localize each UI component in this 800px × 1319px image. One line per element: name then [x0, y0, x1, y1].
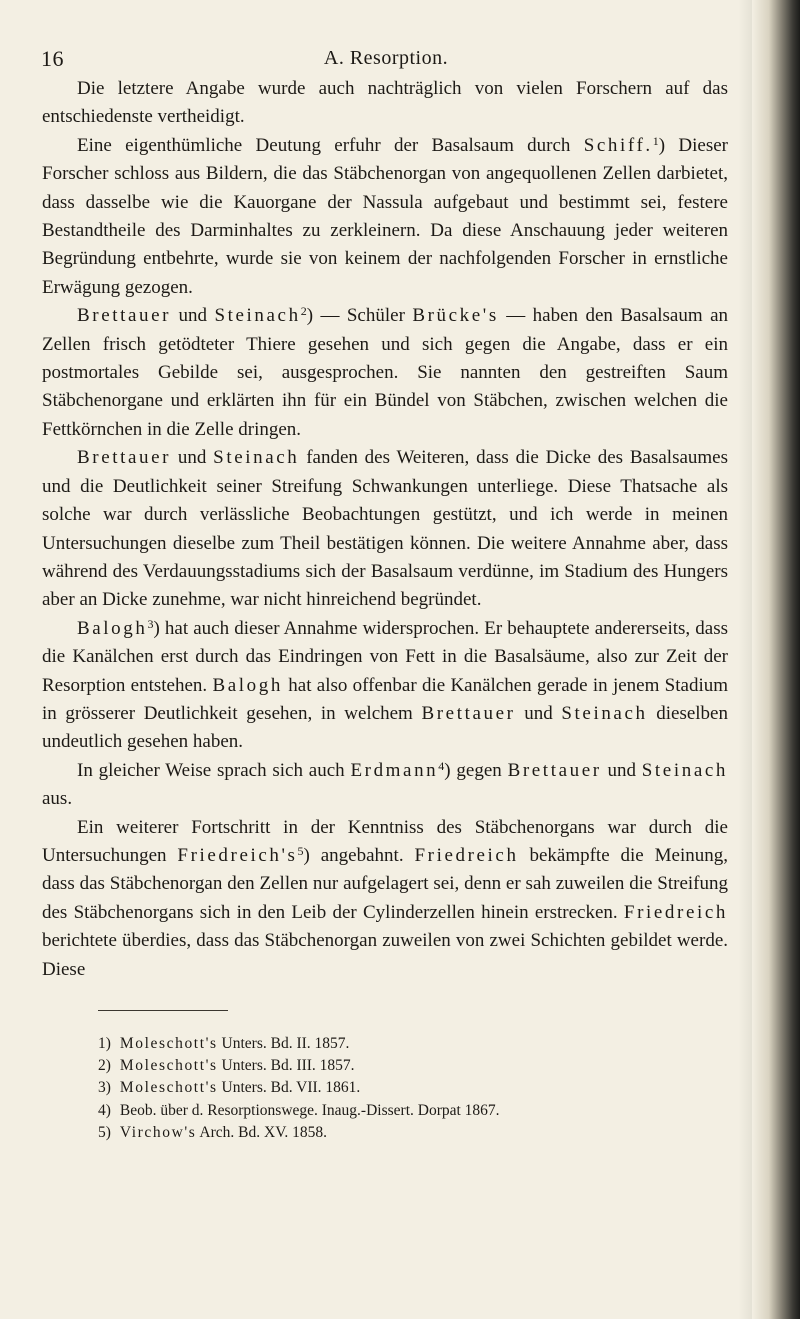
- author-name: Steinach: [561, 702, 648, 724]
- footnote-item: [98, 1122, 738, 1144]
- author-name: Steinach: [641, 759, 728, 781]
- author-name: Steinach: [214, 305, 301, 327]
- text-run: aus.: [42, 788, 73, 810]
- text-run: hat also offenbar die Kanälchen gerade in jenem Stadium in grösserer Deutlichkeit gesehen, in welchem: [42, 674, 728, 724]
- footnote-text: Unters. Bd. III. 1857.: [217, 1057, 355, 1075]
- author-name: Friedreich's: [177, 844, 298, 866]
- footnote-number: 3): [98, 1079, 111, 1097]
- paragraph-p3: [42, 302, 728, 444]
- author-name: Erdmann: [350, 759, 439, 781]
- paragraph-p6: [42, 757, 728, 814]
- text-run: dieselben undeutlich gesehen haben.: [42, 702, 728, 753]
- text-run: ) hat auch dieser Annahme widersprochen. Er behauptete andererseits, dass die Kanälchen erst durch das Eindringen von Fett in die Basalsäume, also zur Zeit der Resorption entstehen.: [42, 617, 728, 696]
- footnote-number: 1): [98, 1035, 111, 1052]
- paragraph-p7: [42, 814, 728, 984]
- author-name: Schiff.: [583, 134, 653, 156]
- author-name: Brettauer: [507, 759, 602, 781]
- author-name: Brettauer: [421, 702, 516, 724]
- page-edge-shadow: [738, 0, 752, 1319]
- footnote-ref: 2: [300, 304, 307, 319]
- text-run: Die letztere Angabe wurde auch nachträglich von vielen Forschern auf das entschiedenste vertheidigt.: [42, 78, 728, 128]
- text-run: — haben den Basalsaum an Zellen frisch getödteter Thiere gesehen und sich gegen die Angabe, dass er ein postmortales Gebilde sei, ausgesprochen. Sie nannten den gestreiften Saum Stäbchenorgane und erklärten ihn für ein Bündel von Stäbchen, zwischen welchen die Fettkörnchen in die Zelle dringen.: [42, 305, 729, 440]
- footnotes: [98, 1033, 738, 1144]
- author-name: Brücke's: [412, 305, 499, 327]
- page-number: 16: [41, 46, 64, 71]
- footnote-rule: [98, 1010, 228, 1011]
- author-name: Balogh: [212, 674, 283, 696]
- paragraph-p5: [42, 615, 728, 757]
- footnote-text: Unters. Bd. VII. 1861.: [217, 1079, 361, 1097]
- text-run: bekämpfte die Meinung, dass das Stäbchenorgan den Zellen nur aufgelagert sei, denn er sah zuweilen die Streifung des Stäbchenorgans sich in den Leib der Cylinderzellen hinein erstrecken.: [42, 844, 728, 923]
- footnote-item: [98, 1077, 738, 1099]
- footnote-text: Beob. über d. Resorptionswege. Inaug.-Dissert. Dorpat 1867.: [119, 1101, 500, 1119]
- footnote-item: [98, 1100, 738, 1122]
- paragraph-p4: [42, 444, 728, 614]
- author-name: Friedreich: [414, 844, 519, 866]
- text-run: und: [515, 702, 562, 724]
- footnote-item: [98, 1033, 738, 1055]
- footnote-author: Virchow's: [119, 1123, 197, 1141]
- footnote-item: [98, 1055, 738, 1077]
- author-name: Steinach: [213, 447, 300, 469]
- author-name: Brettauer: [77, 305, 172, 327]
- book-binding-edge: [752, 0, 800, 1319]
- text-run: und: [601, 759, 642, 781]
- footnote-ref: 3: [147, 616, 154, 631]
- footnote-ref: 5: [297, 843, 304, 858]
- paragraph-p2: [42, 132, 728, 302]
- footnote-ref: 1: [652, 133, 659, 148]
- footnote-author: Moleschott's: [119, 1057, 218, 1075]
- footnote-number: 4): [98, 1101, 111, 1119]
- text-run: fanden des Weiteren, dass die Dicke des Basalsaumes und die Deutlichkeit seiner Streifung Schwankungen unterliege. Diese Thatsache als solche war durch verlässliche Beobachtungen gestützt, und ich werde in meinen Untersuchungen dieselbe zum Theil bestätigen können. Die weitere Annahme aber, dass während des Verdauungsstadiums sich der Basalsaum verdünne, im Stadium des Hungers aber an Dicke zunehme, war nicht hinreichend begründet.: [42, 447, 729, 611]
- footnote-ref: 4: [438, 758, 445, 773]
- body-text: [42, 75, 728, 984]
- text-run: In gleicher Weise sprach sich auch: [77, 759, 351, 781]
- author-name: Balogh: [77, 617, 148, 639]
- footnote-author: Moleschott's: [119, 1035, 218, 1052]
- text-run: ) angebahnt.: [303, 844, 415, 866]
- text-run: ) gegen: [444, 759, 508, 781]
- footnote-number: 2): [98, 1057, 111, 1075]
- footnote-text: Unters. Bd. II. 1857.: [217, 1035, 350, 1052]
- footnote-text: Arch. Bd. XV. 1858.: [196, 1123, 328, 1141]
- text-run: Eine eigenthümliche Deutung erfuhr der Basalsaum durch: [77, 134, 584, 156]
- text-run: und: [171, 447, 214, 469]
- paragraph-p1: [42, 75, 728, 132]
- author-name: Brettauer: [77, 447, 172, 469]
- text-run: berichtete überdies, dass das Stäbchenorgan zuweilen von zwei Schichten gebildet werde. Diese: [42, 930, 728, 980]
- author-name: Friedreich: [623, 901, 728, 923]
- footnote-number: 5): [98, 1123, 111, 1141]
- running-head: A. Resorption.: [323, 47, 449, 69]
- text-run: und: [171, 305, 215, 327]
- text-run: ) — Schüler: [306, 305, 413, 327]
- footnote-author: Moleschott's: [119, 1079, 218, 1097]
- text-run: ) Dieser Forscher schloss aus Bildern, die das Stäbchenorgan von angequollenen Zellen darbietet, dass dasselbe wie die Kauorgane der Nassula aufgebaut und bestimmt sei, festere Bestandtheile des Darminhaltes zu zerkleinern. Da diese Anschauung jeder weiteren Begründung entbehrte, wurde sie von keinem der nachfolgenden Forscher in ernstliche Erwägung gezogen.: [42, 134, 728, 298]
- text-run: Ein weiterer Fortschritt in der Kenntniss des Stäbchenorgans war durch die Untersuchungen: [42, 816, 728, 866]
